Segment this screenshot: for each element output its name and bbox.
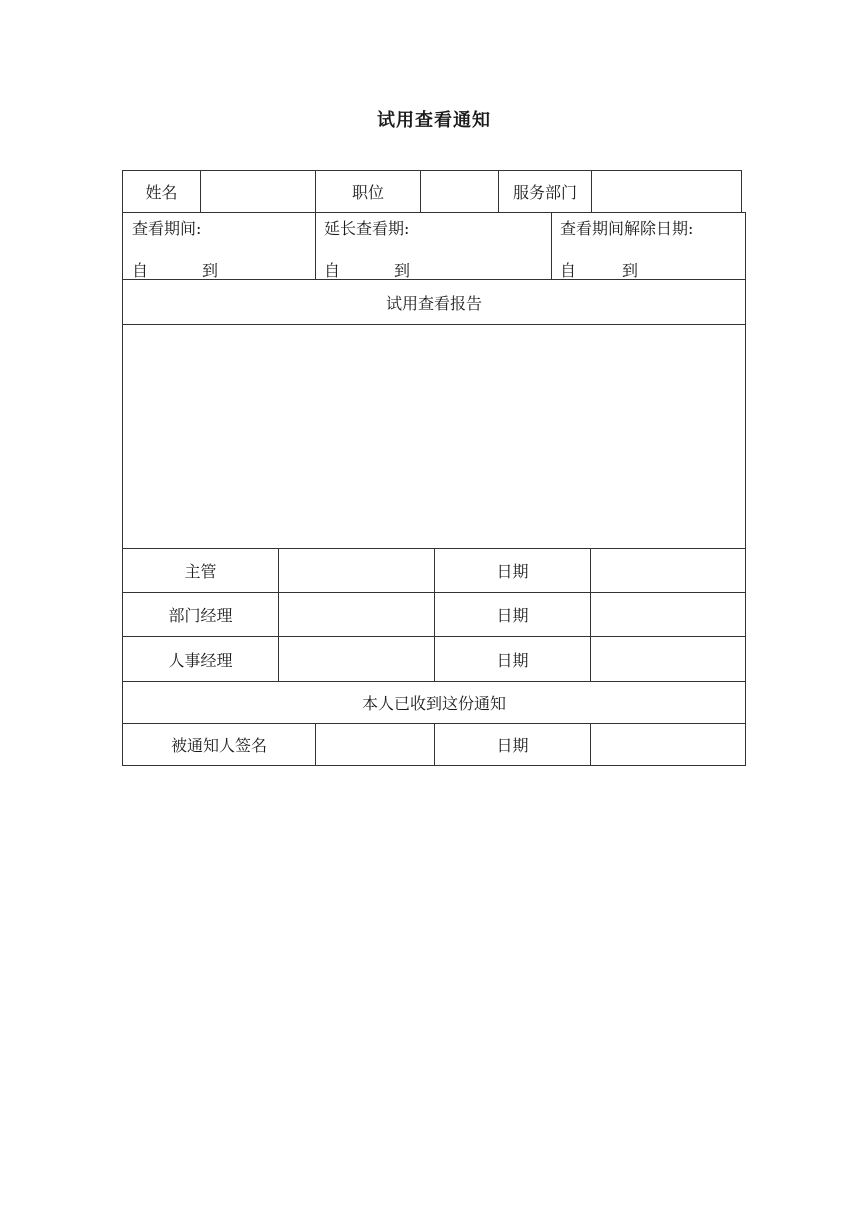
acknowledgement-text: 本人已收到这份通知 — [122, 681, 746, 724]
dept-manager-date-label: 日期 — [434, 592, 591, 637]
name-label: 姓名 — [122, 170, 201, 213]
report-heading: 试用查看报告 — [122, 279, 746, 325]
extension-from-label: 自 — [324, 261, 341, 280]
hr-manager-signature-field[interactable] — [278, 636, 435, 682]
name-field[interactable] — [200, 170, 316, 213]
supervisor-signature-field[interactable] — [278, 548, 435, 593]
department-label: 服务部门 — [498, 170, 592, 213]
hr-manager-label: 人事经理 — [122, 636, 279, 682]
termination-to-label: 到 — [622, 261, 639, 280]
hr-manager-date-field[interactable] — [590, 636, 746, 682]
notified-signature-label: 被通知人签名 — [122, 723, 316, 766]
dept-manager-signature-field[interactable] — [278, 592, 435, 637]
extension-to-label: 到 — [394, 261, 411, 280]
dept-manager-date-field[interactable] — [590, 592, 746, 637]
probation-period-cell[interactable] — [122, 212, 316, 280]
extension-period-label: 延长查看期: — [324, 219, 410, 238]
position-label: 职位 — [315, 170, 421, 213]
termination-from-label: 自 — [560, 261, 577, 280]
probation-to-label: 到 — [202, 261, 219, 280]
position-field[interactable] — [420, 170, 499, 213]
termination-date-label: 查看期间解除日期: — [560, 219, 694, 238]
probation-period-label: 查看期间: — [132, 219, 202, 238]
notified-date-field[interactable] — [590, 723, 746, 766]
notice-form — [122, 170, 746, 766]
hr-manager-date-label: 日期 — [434, 636, 591, 682]
extension-period-cell[interactable] — [315, 212, 552, 280]
department-field[interactable] — [591, 170, 742, 213]
dept-manager-label: 部门经理 — [122, 592, 279, 637]
document-title: 试用查看通知 — [377, 110, 491, 131]
supervisor-date-field[interactable] — [590, 548, 746, 593]
report-body-area[interactable] — [122, 324, 746, 549]
notified-signature-field[interactable] — [315, 723, 435, 766]
supervisor-label: 主管 — [122, 548, 279, 593]
termination-date-cell[interactable] — [551, 212, 746, 280]
supervisor-date-label: 日期 — [434, 548, 591, 593]
probation-from-label: 自 — [132, 261, 149, 280]
notified-date-label: 日期 — [434, 723, 591, 766]
